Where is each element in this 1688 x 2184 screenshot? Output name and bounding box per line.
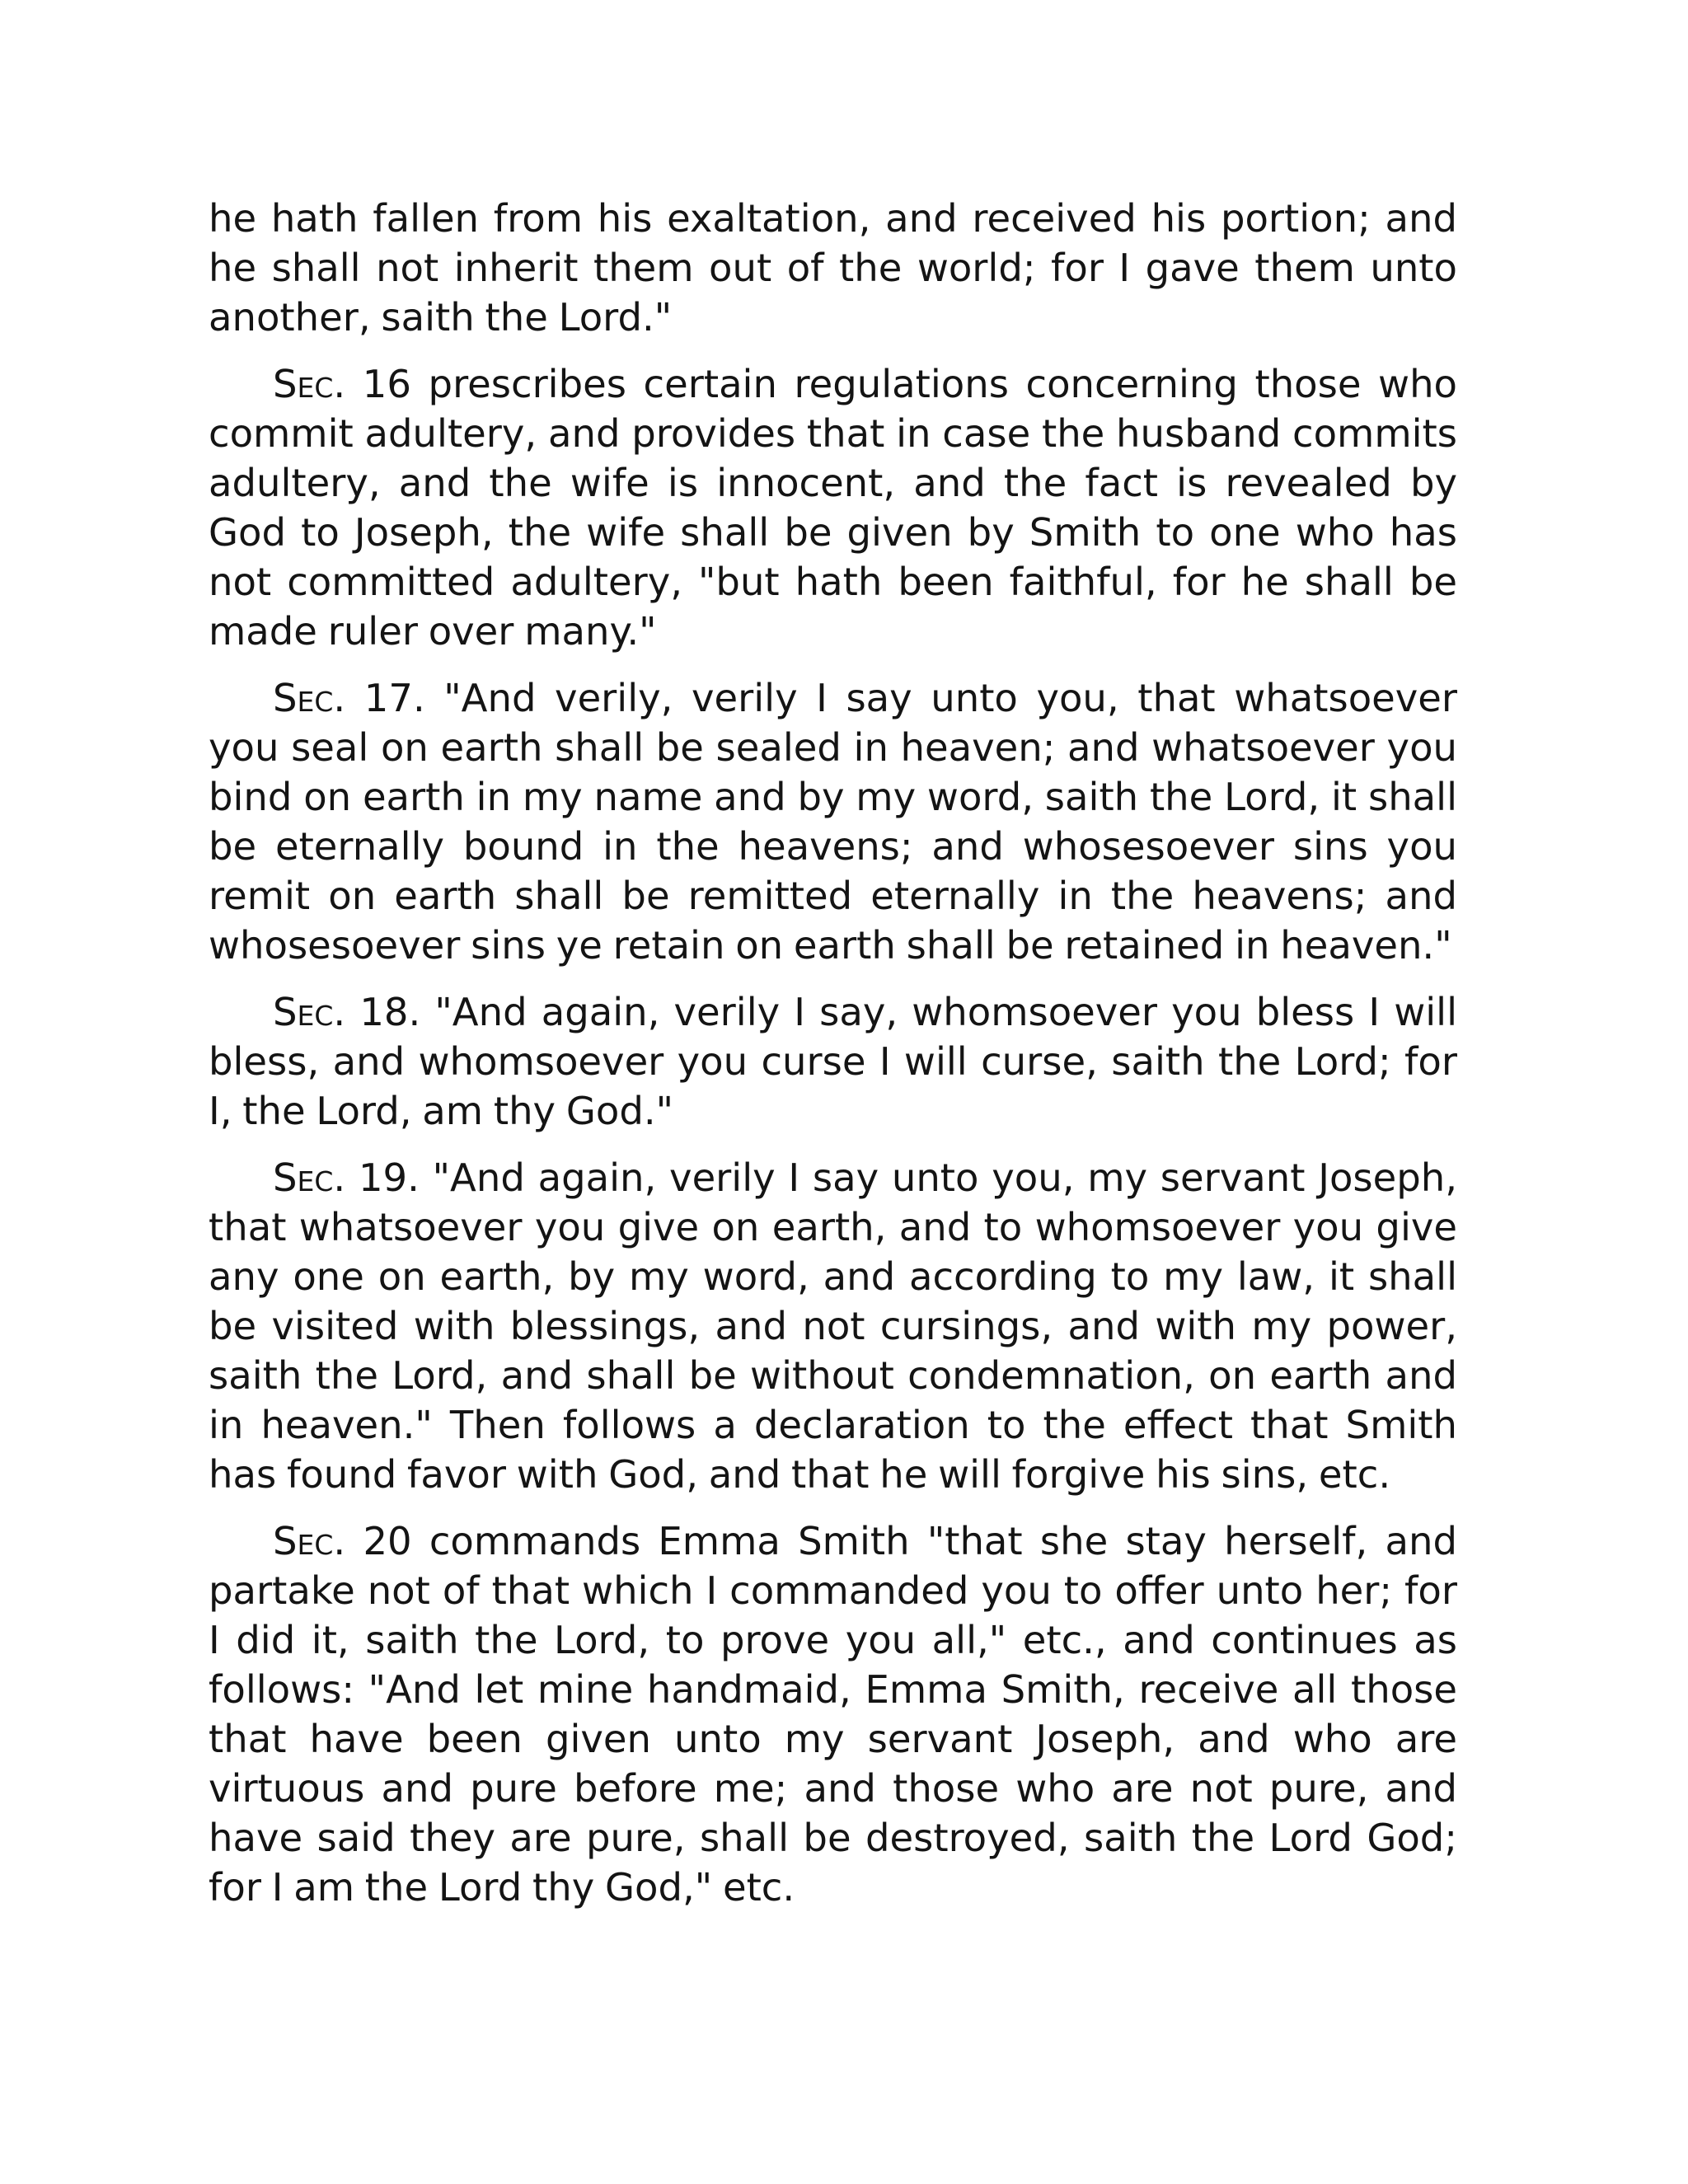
paragraph-sec-17 (209, 673, 1457, 970)
paragraph-text: . 18. "And again, verily I say, whomsoever you bless I will bless, and whomsoever you curse I will curse, saith the Lord; for I, the Lord, am thy God." (209, 990, 1457, 1133)
paragraph-sec-20 (209, 1516, 1457, 1912)
paragraph-text: . 17. "And verily, verily I say unto you, that whatsoever you seal on earth shall be sealed in heaven; and whatsoever you bind on earth in my name and by my word, saith the Lord, it shall be eternally bound in the heavens; and whosesoever sins you remit on earth shall be remitted eternally in the heavens; and whosesoever sins ye retain on earth shall be retained in heaven." (209, 676, 1457, 968)
paragraph-text: . 16 prescribes certain regulations concerning those who commit adultery, and provides that in case the husband commits adultery, and the wife is innocent, and the fact is revealed by God to Joseph, the wife shall be given by Smith to one who has not committed adultery, "but hath been faithful, for he shall be made ruler over many." (209, 362, 1457, 654)
section-label: Sec (273, 1155, 334, 1200)
section-label: Sec (273, 1519, 334, 1563)
paragraph-continuation (209, 194, 1457, 342)
paragraph-text: . 19. "And again, verily I say unto you, my servant Joseph, that whatsoever you give on earth, and to whomsoever you give any one on earth, by my word, and according to my law, it shall be visited with blessings, and not cursings, and with my power, saith the Lord, and shall be without condemnation, on earth and in heaven." Then follows a declaration to the effect that Smith has found favor with God, and that he will forgive his sins, etc. (209, 1155, 1457, 1497)
paragraph-text: he hath fallen from his exaltation, and received his portion; and he shall not inherit them out of the world; for I gave them unto another, saith the Lord." (209, 196, 1457, 340)
paragraph-text: . 20 commands Emma Smith "that she stay herself, and partake not of that which I commanded you to offer unto her; for I did it, saith the Lord, to prove you all," etc., and continues as follows: "And let mine handmaid, Emma Smith, receive all those that have been given unto my servant Joseph, and who are virtuous and pure before me; and those who are not pure, and have said they are pure, shall be destroyed, saith the Lord God; for I am the Lord thy God," etc. (209, 1519, 1457, 1910)
section-label: Sec (273, 990, 334, 1034)
section-label: Sec (273, 676, 334, 720)
paragraph-sec-18 (209, 987, 1457, 1136)
paragraph-sec-16 (209, 359, 1457, 656)
paragraph-sec-19 (209, 1153, 1457, 1499)
section-label: Sec (273, 362, 334, 406)
document-page (209, 194, 1457, 1929)
